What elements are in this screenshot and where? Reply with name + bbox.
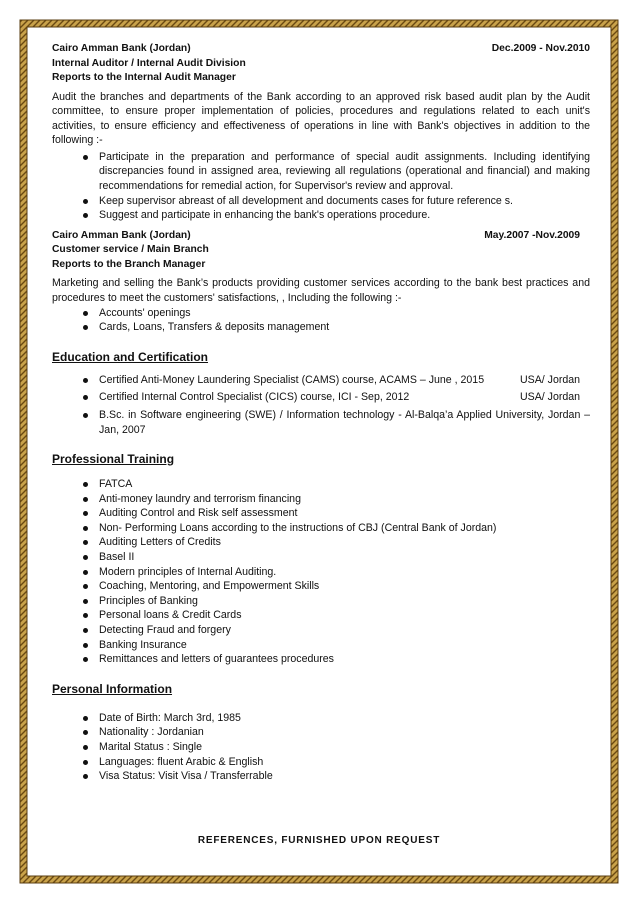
job-dates: May.2007 -Nov.2009 <box>484 229 580 241</box>
job-dates: Dec.2009 - Nov.2010 <box>491 43 590 54</box>
list-item <box>52 390 590 405</box>
list-item: Anti-money laundry and terrorism financing <box>52 492 590 507</box>
employer: Cairo Amman Bank (Jordan) <box>52 229 191 241</box>
list-item: Suggest and participate in enhancing the bank's operations procedure. <box>52 208 590 223</box>
list-item: Detecting Fraud and forgery <box>52 623 590 638</box>
resume-page <box>52 42 590 784</box>
personal-list <box>52 711 590 784</box>
employer: Cairo Amman Bank (Jordan) <box>52 43 191 54</box>
education-text: Certified Anti-Money Laundering Specialist (CAMS) course, ACAMS – June , 2015 <box>99 373 485 386</box>
job-bullets <box>52 150 590 223</box>
list-item: Non- Performing Loans according to the instructions of CBJ (Central Bank of Jordan) <box>52 521 590 536</box>
list-item <box>52 408 590 437</box>
list-item: Coaching, Mentoring, and Empowerment Skills <box>52 579 590 594</box>
list-item: Date of Birth: March 3rd, 1985 <box>52 711 590 726</box>
education-text: Certified Internal Control Specialist (CICS) course, ICI - Sep, 2012 <box>99 391 410 404</box>
list-item: Basel II <box>52 550 590 565</box>
job-description: Marketing and selling the Bank’s products providing customer services according to the bank best practices and procedures to meet the customers' satisfactions, , Including the following :- <box>52 277 590 304</box>
job-description: Audit the branches and departments of the Bank according to an approved risk based audit plan by the Audit committee, to ensure proper implementation of policies, procedures and regulations related to each unit's activities, to ensure efficiency and effectiveness of operations in line with Bank's objectives in addition to the following :- <box>52 90 590 147</box>
education-location: USA/ Jordan <box>520 373 581 386</box>
job-title: Internal Auditor / Internal Audit Division <box>52 57 246 69</box>
section-heading-personal: Personal Information <box>52 681 173 696</box>
list-item: Accounts' openings <box>52 306 590 321</box>
section-heading-training: Professional Training <box>52 452 175 467</box>
list-item: Cards, Loans, Transfers & deposits management <box>52 320 590 335</box>
list-item: Auditing Letters of Credits <box>52 535 590 550</box>
job-block-2 <box>52 229 590 335</box>
reports-to: Reports to the Branch Manager <box>52 258 206 270</box>
list-item: Auditing Control and Risk self assessment <box>52 506 590 521</box>
reports-to: Reports to the Internal Audit Manager <box>52 72 236 83</box>
list-item: Nationality : Jordanian <box>52 725 590 740</box>
job-bullets <box>52 306 590 335</box>
list-item: Languages: fluent Arabic & English <box>52 755 590 770</box>
list-item: Personal loans & Credit Cards <box>52 608 590 623</box>
list-item: Principles of Banking <box>52 594 590 609</box>
list-item: Modern principles of Internal Auditing. <box>52 565 590 580</box>
section-heading-education: Education and Certification <box>52 349 209 364</box>
education-location: USA/ Jordan <box>520 391 581 404</box>
list-item: Remittances and letters of guarantees procedures <box>52 652 590 667</box>
list-item: Participate in the preparation and performance of special audit assignments. Including identifying discrepancies found in assigned area, reviewing all regulations (operational and financial) and making recommendations for remedial action, for Supervisor's review and approval. <box>52 150 590 194</box>
list-item: Visa Status: Visit Visa / Transferrable <box>52 769 590 784</box>
job-title: Customer service / Main Branch <box>52 244 209 256</box>
job-block-1 <box>52 42 590 223</box>
education-text: B.Sc. in Software engineering (SWE) / Information technology - Al-Balqa’a Applied University, Jordan – Jan, 2007 <box>99 408 590 436</box>
list-item: Banking Insurance <box>52 638 590 653</box>
list-item: FATCA <box>52 477 590 492</box>
list-item <box>52 373 590 388</box>
training-list <box>52 477 590 667</box>
list-item: Keep supervisor abreast of all development and documents cases for future reference s. <box>52 194 590 209</box>
list-item: Marital Status : Single <box>52 740 590 755</box>
education-list <box>52 373 590 437</box>
references-note: REFERENCES, FURNISHED UPON REQUEST <box>197 835 441 846</box>
